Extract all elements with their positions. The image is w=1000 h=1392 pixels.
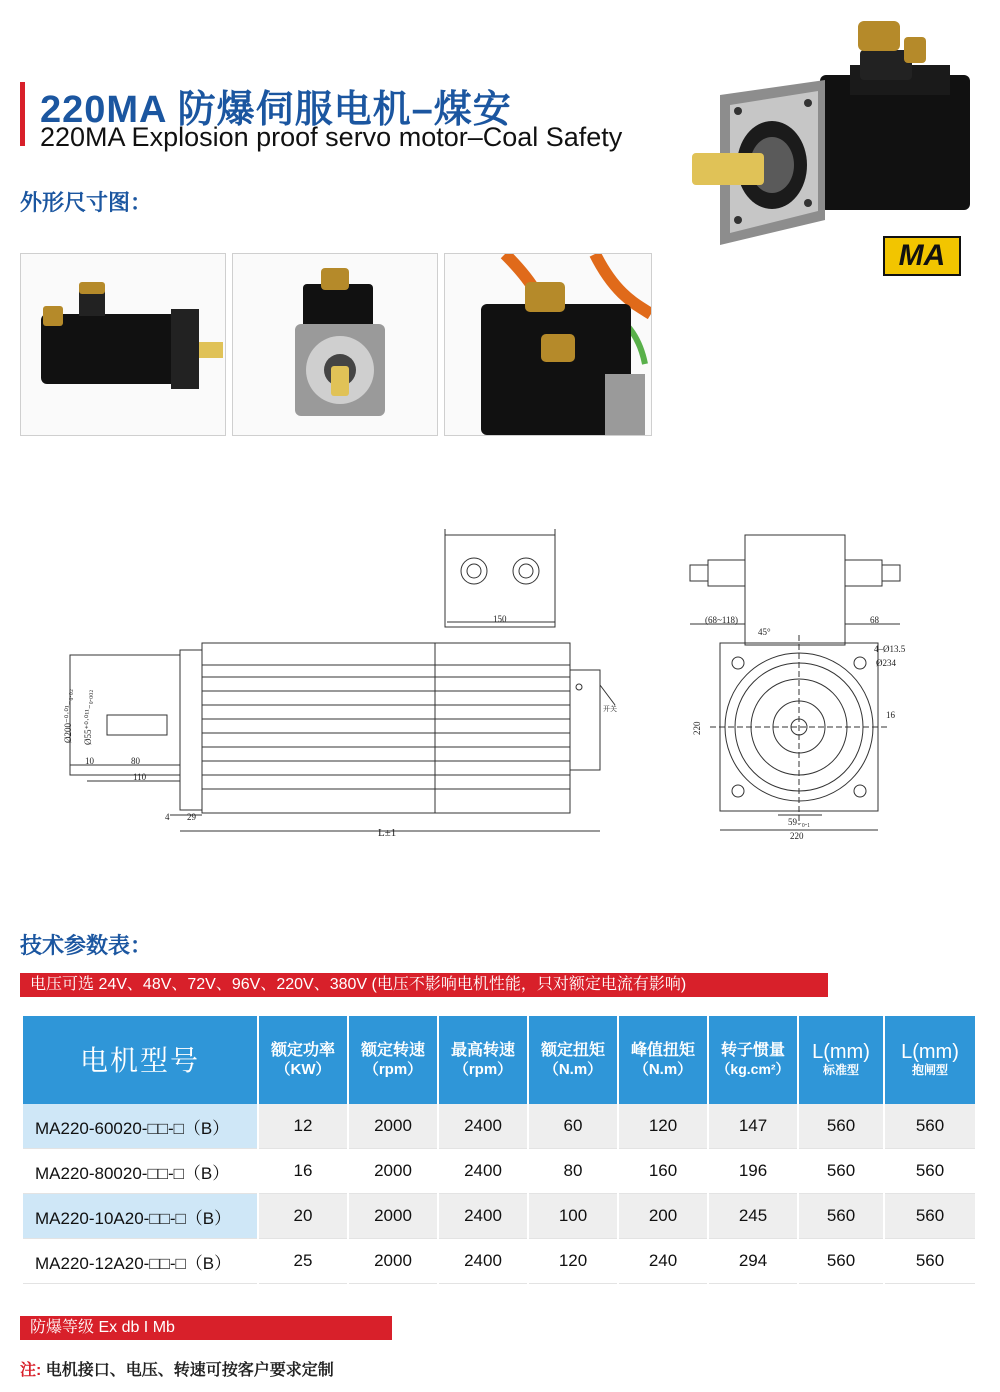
table-cell: 80 (529, 1149, 617, 1194)
dimensions-heading: 外形尺寸图： (20, 190, 153, 215)
table-cell: 20 (259, 1194, 347, 1239)
dim-length: L±1 (378, 827, 397, 839)
dim-4: 4 (165, 812, 170, 822)
table-cell: MA220-80020-□□-□（B） (23, 1149, 257, 1194)
table-cell: 2400 (439, 1239, 527, 1284)
explosion-grade: 防爆等级 Ex db I Mb (20, 1316, 392, 1340)
table-row (23, 1194, 975, 1239)
table-cell: 560 (885, 1194, 975, 1239)
dim-10: 10 (85, 756, 94, 766)
table-cell: 120 (529, 1239, 617, 1284)
specs-heading: 技术参数表： (20, 933, 153, 958)
title-accent-bar (20, 82, 25, 146)
product-photo-front (232, 253, 438, 436)
page-subtitle: 220MA Explosion proof servo motor–Coal Safety (40, 122, 623, 152)
dim-29: 29 (187, 812, 196, 822)
table-row (23, 1104, 975, 1149)
table-cell: 12 (259, 1104, 347, 1149)
col-header-model: 电机型号 (23, 1016, 257, 1104)
col-header-peak-torque: 峰值扭矩 （N.m） (619, 1016, 707, 1104)
col-header-rated-speed: 额定转速 （rpm） (349, 1016, 437, 1104)
dim-68-118: (68~118) (705, 615, 739, 625)
dim-16: 16 (886, 710, 895, 720)
table-cell: 2000 (349, 1194, 437, 1239)
table-cell: 60 (529, 1104, 617, 1149)
dim-holes: 4–Ø13.5 (874, 644, 906, 654)
table-cell: 560 (799, 1104, 883, 1149)
table-cell: 2400 (439, 1149, 527, 1194)
dim-80: 80 (131, 756, 140, 766)
footer-note-text: 电机接口、电压、转速可按客户要求定制 (41, 1362, 334, 1379)
footer-note (20, 1357, 334, 1380)
table-row (23, 1149, 975, 1194)
product-photo-side (20, 253, 226, 436)
end-view-drawing (680, 525, 920, 845)
product-photo-cables (444, 253, 652, 436)
dim-59: 59₋₀.₁ (788, 817, 811, 827)
hero-motor-image (680, 15, 980, 255)
side-view-drawing (55, 525, 625, 845)
dim-150: 150 (493, 614, 507, 624)
col-header-rated-torque: 额定扭矩 （N.m） (529, 1016, 617, 1104)
table-cell: 294 (709, 1239, 797, 1284)
table-cell: 2000 (349, 1149, 437, 1194)
table-cell: MA220-12A20-□□-□（B） (23, 1239, 257, 1284)
page-title: 220MA 防爆伺服电机–煤安 (40, 89, 512, 131)
table-cell: 16 (259, 1149, 347, 1194)
dim-d55: Ø55⁺⁰·⁰¹¹₋₀.₀₀₂ (83, 689, 93, 745)
table-cell: MA220-60020-□□-□（B） (23, 1104, 257, 1149)
table-cell: 2400 (439, 1194, 527, 1239)
col-header-inertia: 转子惯量 （kg.cm²） (709, 1016, 797, 1104)
table-cell: 240 (619, 1239, 707, 1284)
dim-45-deg: 45° (758, 627, 771, 637)
table-cell: 200 (619, 1194, 707, 1239)
ma-logo: MA (883, 236, 961, 276)
col-header-max-speed: 最高转速 （rpm） (439, 1016, 527, 1104)
table-cell: 160 (619, 1149, 707, 1194)
table-cell: 25 (259, 1239, 347, 1284)
table-cell: 196 (709, 1149, 797, 1194)
dim-220-width: 220 (790, 831, 804, 841)
table-cell: 2000 (349, 1239, 437, 1284)
table-cell: 2400 (439, 1104, 527, 1149)
table-cell: 560 (799, 1194, 883, 1239)
dim-d200: Ø200⁻⁰·⁰¹₋₀.₀₂ (63, 688, 73, 743)
spec-table (21, 1016, 977, 1284)
table-cell: 560 (885, 1149, 975, 1194)
table-cell: 560 (885, 1239, 975, 1284)
footer-note-label: 注: (20, 1362, 42, 1379)
col-header-length-standard: L(mm) 标准型 (799, 1016, 883, 1104)
col-header-length-brake: L(mm) 抱闸型 (885, 1016, 975, 1104)
dim-switch-label: 开关 (603, 705, 617, 713)
table-cell: 560 (799, 1149, 883, 1194)
table-header-row (23, 1016, 975, 1104)
table-cell: 100 (529, 1194, 617, 1239)
table-cell: 560 (799, 1239, 883, 1284)
table-cell: 147 (709, 1104, 797, 1149)
dim-68: 68 (870, 615, 879, 625)
col-header-power: 额定功率 （KW） (259, 1016, 347, 1104)
table-cell: 120 (619, 1104, 707, 1149)
table-cell: 560 (885, 1104, 975, 1149)
table-cell: 245 (709, 1194, 797, 1239)
dim-110: 110 (133, 772, 147, 782)
voltage-note: 电压可选 24V、48V、72V、96V、220V、380V (电压不影响电机性能，只对额定电流有影响) (20, 973, 828, 997)
table-cell: MA220-10A20-□□-□（B） (23, 1194, 257, 1239)
dim-pcd: Ø234 (876, 658, 896, 668)
table-cell: 2000 (349, 1104, 437, 1149)
table-row (23, 1239, 975, 1284)
dim-220-height: 220 (692, 721, 702, 735)
